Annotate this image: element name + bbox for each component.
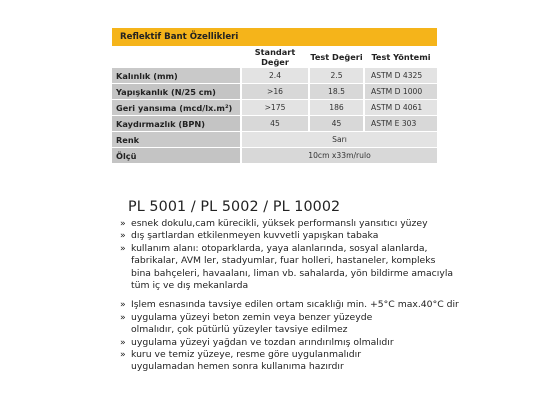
row-label: Kaydırmazlık (BPN): [112, 116, 240, 131]
table-row: [112, 100, 437, 115]
standard-value: >16: [242, 84, 308, 99]
list-item-text: tüm iç ve dış mekanlarda: [131, 280, 249, 292]
list-item-text: kullanım alanı: otoparklarda, yaya alanlarında, sosyal alanlarda,: [131, 242, 428, 254]
list-item-text: Işlem esnasında tavsiye edilen ortam sıcaklığı min. +5°C max.40°C dir: [131, 299, 459, 311]
method-value: ASTM D 1000: [365, 84, 437, 99]
standard-value: >175: [242, 100, 308, 115]
table-row: [112, 68, 437, 83]
list-item-text: uygulamadan hemen sonra kullanıma hazırdır: [131, 361, 344, 373]
test-value: 18.5: [310, 84, 363, 99]
feature-list: [120, 218, 540, 374]
table-row: [112, 84, 437, 99]
method-value: ASTM D 4061: [365, 100, 437, 115]
bullet-marker: »: [120, 230, 126, 242]
color-value: Sarı: [242, 132, 437, 147]
table-row: [112, 132, 437, 147]
list-item-text: kuru ve temiz yüzeye, resme göre uygulanmalıdır: [131, 349, 362, 361]
row-label: Renk: [112, 132, 240, 147]
bullet-marker: »: [120, 349, 126, 361]
header-method: Test Yöntemi: [365, 47, 437, 67]
list-item: [120, 299, 540, 311]
header-standard: Standart Değer: [242, 47, 308, 67]
table-header-row: [112, 47, 437, 67]
row-label: Geri yansıma (mcd/lx.m²): [112, 100, 240, 115]
table-title-row: [112, 28, 437, 46]
row-label: Yapışkanlık (N/25 cm): [112, 84, 240, 99]
table-row: [112, 148, 437, 163]
table-row: [112, 116, 437, 131]
list-item-text: uygulama yüzeyi beton zemin veya benzer yüzeyde: [131, 311, 373, 323]
list-item-text: dış şartlardan etkilenmeyen kuvvetli yapışkan tabaka: [131, 230, 379, 242]
bullet-marker: »: [120, 311, 126, 323]
size-value: 10cm x33m/rulo: [242, 148, 437, 163]
method-value: ASTM D 4325: [365, 68, 437, 83]
header-test: Test Değeri: [310, 47, 363, 67]
row-label: Ölçü: [112, 148, 240, 163]
list-item-text: fabrikalar, AVM ler, stadyumlar, fuar holleri, hastaneler, kompleks: [131, 255, 436, 267]
list-item-text: olmalıdır, çok pütürlü yüzeyler tavsiye edilmez: [131, 324, 348, 336]
bullet-marker: »: [120, 242, 126, 254]
bullet-marker: »: [120, 299, 126, 311]
bullet-marker: »: [120, 218, 126, 229]
method-value: ASTM E 303: [365, 116, 437, 131]
list-item-text: bina bahçeleri, havaalanı, liman vb. sahalarda, yön bildirme amacıyla: [131, 267, 454, 279]
list-item: [120, 230, 540, 242]
list-item-text: esnek dokulu,cam kürecikli, yüksek performanslı yansıtıcı yüzey: [131, 218, 428, 229]
test-value: 45: [310, 116, 363, 131]
list-item: [120, 337, 540, 349]
list-item-text: uygulama yüzeyi yağdan ve tozdan arındırılmış olmalıdır: [131, 336, 394, 348]
test-value: 186: [310, 100, 363, 115]
list-item: [120, 349, 540, 374]
table-title: Reflektif Bant Özellikleri: [112, 28, 437, 46]
standard-value: 2.4: [242, 68, 308, 83]
row-label: Kalınlık (mm): [112, 68, 240, 83]
standard-value: 45: [242, 116, 308, 131]
spec-table: [112, 27, 437, 164]
product-title: PL 5001 / PL 5002 / PL 10002: [128, 199, 341, 215]
list-item: [120, 243, 540, 293]
bullet-marker: »: [120, 336, 126, 348]
test-value: 2.5: [310, 68, 363, 83]
list-item: [120, 312, 540, 337]
list-item: [120, 218, 540, 230]
